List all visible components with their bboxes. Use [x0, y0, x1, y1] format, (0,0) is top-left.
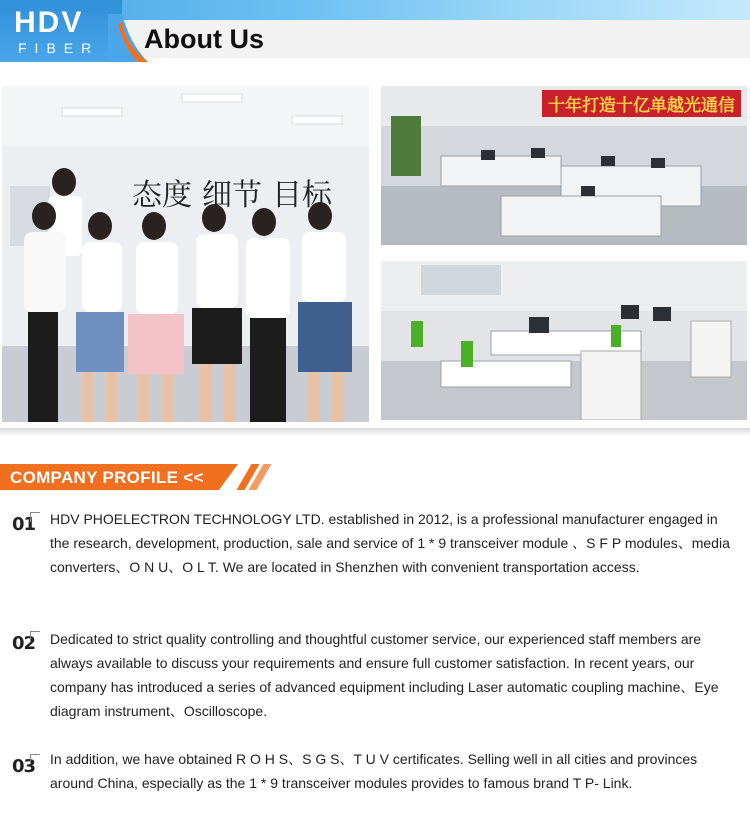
wall-slogan-3: 目标: [272, 178, 332, 213]
wall-slogan-2: 细节: [202, 178, 262, 213]
paragraph-number-02: 02: [12, 633, 36, 654]
wall-slogan-1: 态度: [132, 178, 192, 213]
number-bracket-02: [30, 631, 40, 641]
company-profile-banner: [0, 464, 270, 490]
logo: [0, 0, 122, 62]
paragraph-02: Dedicated to strict quality controlling and thoughtful customer service, our experienced staff members are always available to discuss your requirements and ensure full customer satisfaction. In recent years, our company has introduced a series of advanced equipment including Laser automatic coupling machine、Eye diagram instrument、Oscilloscope.: [50, 631, 719, 719]
number-bracket-01: [30, 512, 40, 522]
paragraph-number-01: 01: [12, 514, 36, 535]
office-photo-1: [381, 86, 747, 245]
paragraph-03: In addition, we have obtained R O H S、S G S、T U V certificates. Selling well in all cities and provinces around China, especially as the 1 * 9 transceiver modules provides to famous brand T P- Link.: [50, 751, 698, 791]
logo-main-text: HDV: [14, 6, 84, 39]
page-header: [0, 0, 750, 62]
team-photo-illustration: [2, 86, 369, 422]
paragraph-01: HDV PHOELECTRON TECHNOLOGY LTD. established in 2012, is a professional manufacturer engaged in the research, development, production, sale and service of 1 * 9 transceiver module 、S F P modules、media converters、O N U、O L T. We are located in Shenzhen with convenient transportation access.: [50, 511, 730, 575]
photo-divider-shadow: [0, 428, 750, 436]
team-photo: [2, 86, 369, 422]
logo-sub-text: FIBER: [18, 40, 100, 56]
page-title: About Us: [144, 24, 264, 54]
logo-swoosh: [108, 14, 148, 62]
paragraph-number-03: 03: [12, 756, 36, 777]
company-profile-heading: COMPANY PROFILE <<: [10, 468, 204, 487]
office-photo-2: [381, 261, 747, 420]
office-banner: 十年打造十亿单越光通信: [542, 90, 741, 117]
office-photo-2-illustration: [381, 261, 747, 420]
wall-slogan: [132, 170, 332, 214]
number-bracket-03: [30, 754, 40, 764]
